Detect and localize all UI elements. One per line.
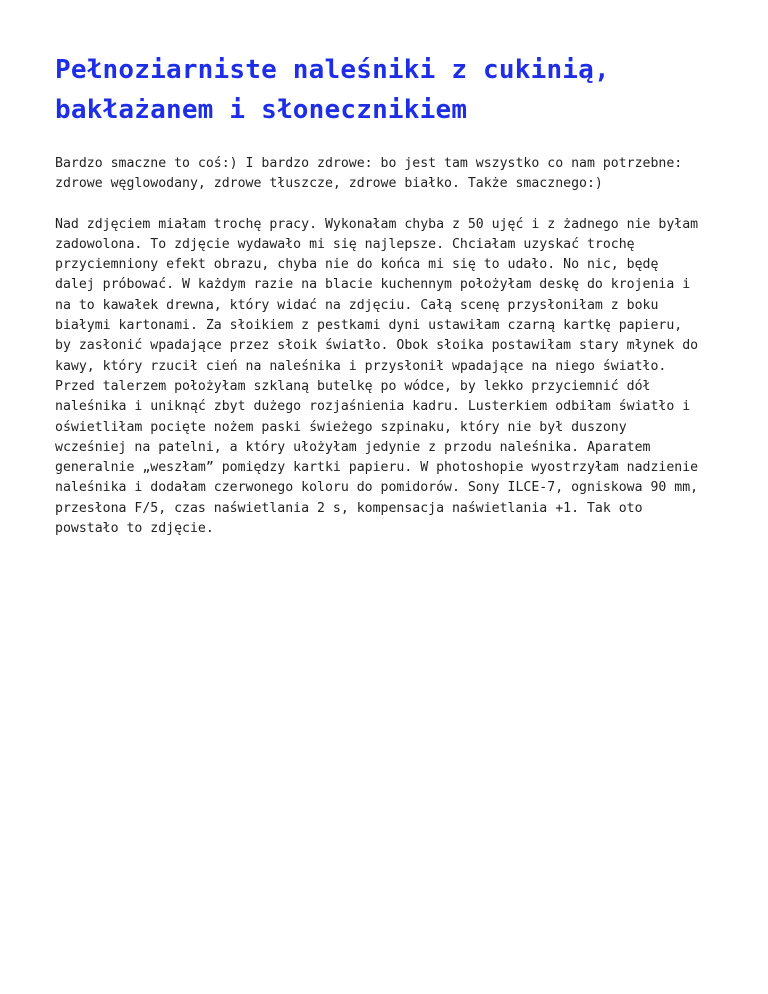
article (55, 50, 705, 539)
article-title[interactable]: Pełnoziarniste naleśniki z cukinią, bakłażanem i słonecznikiem (55, 55, 610, 125)
body-paragraph: Nad zdjęciem miałam trochę pracy. Wykonałam chyba z 50 ujęć i z żadnego nie byłam zadowolona. To zdjęcie wydawało mi się najlepsze. Chciałam uzyskać trochę przyciemniony efekt obrazu, chyba nie do końca mi się to udało. No nic, będę dalej próbować. W każdym razie na blacie kuchennym położyłam deskę do krojenia i na to kawałek drewna, który widać na zdjęciu. Całą scenę przysłoniłam z boku białymi kartonami. Za słoikiem z pestkami dyni ustawiłam czarną kartkę papieru, by zasłonić wpadające przez słoik światło. Obok słoika postawiłam stary młynek do kawy, który rzucił cień na naleśnika i przysłonił wpadające na niego światło. Przed talerzem położyłam szklaną butelkę po wódce, by lekko przyciemnić dół naleśnika i uniknąć zbyt dużego rozjaśnienia kadru. Lusterkiem odbiłam światło i oświetliłam pocięte nożem paski świeżego szpinaku, który nie był duszony wcześniej na patelni, a który ułożyłam jedynie z przodu naleśnika. Aparatem generalnie „weszłam” pomiędzy kartki papieru. W photoshopie wyostrzyłam nadzienie naleśnika i dodałam czerwonego koloru do pomidorów. Sony ILCE-7, ogniskowa 90 mm, przesłona F/5, czas naświetlania 2 s, kompensacja naświetlania +1. Tak oto powstało to zdjęcie. (55, 216, 699, 537)
intro-paragraph: Bardzo smaczne to coś:) I bardzo zdrowe: bo jest tam wszystko co nam potrzebne: zdrowe węglowodany, zdrowe tłuszcze, zdrowe białko. Także smacznego:) (55, 156, 683, 192)
